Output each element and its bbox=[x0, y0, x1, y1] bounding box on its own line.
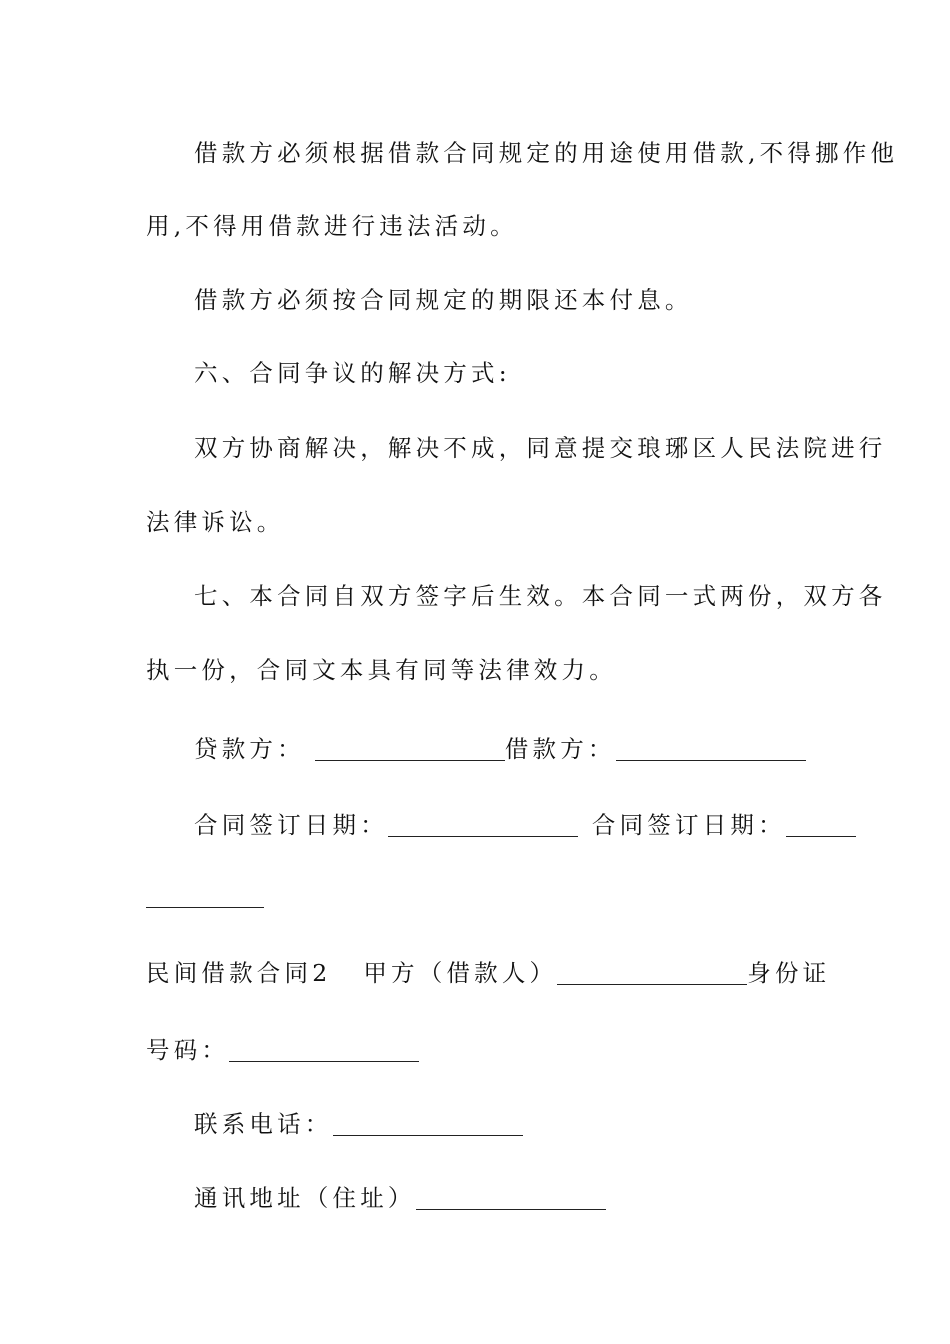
id-number-row bbox=[146, 1034, 419, 1066]
address-field[interactable] bbox=[416, 1187, 606, 1210]
borrower-label: 借款方： bbox=[504, 735, 616, 763]
contract-2-title: 民间借款合同2 bbox=[146, 959, 332, 987]
section-7-line-1: 七、本合同自双方签字后生效。本合同一式两份，双方各 bbox=[194, 582, 887, 610]
borrower-signature-field[interactable] bbox=[616, 738, 806, 761]
section-6-heading: 六、合同争议的解决方式: bbox=[194, 359, 511, 387]
section-7-line-2: 执一份，合同文本具有同等法律效力。 bbox=[146, 656, 617, 684]
id-number-label-part2: 号码： bbox=[146, 1036, 230, 1064]
address-label: 通讯地址（住址） bbox=[194, 1184, 416, 1212]
phone-row bbox=[194, 1108, 523, 1140]
sign-date-field-lender[interactable] bbox=[388, 814, 578, 837]
lender-signature-field[interactable] bbox=[315, 738, 505, 761]
clause-usage-line-2: 用,不得用借款进行违法活动。 bbox=[146, 212, 518, 240]
lender-label: 贷款方： bbox=[194, 735, 305, 763]
sign-date-row bbox=[194, 809, 856, 841]
contract-2-party-a-row bbox=[146, 957, 830, 989]
id-number-label-part1: 身份证 bbox=[747, 959, 831, 987]
phone-field[interactable] bbox=[333, 1113, 523, 1136]
party-a-name-field[interactable] bbox=[557, 962, 747, 985]
sign-date-label-lender: 合同签订日期： bbox=[194, 811, 388, 839]
signature-row bbox=[194, 733, 806, 765]
dispute-resolution-line-2: 法律诉讼。 bbox=[146, 508, 285, 536]
id-number-field[interactable] bbox=[229, 1039, 419, 1062]
dispute-resolution-line-1: 双方协商解决，解决不成，同意提交琅琊区人民法院进行 bbox=[194, 434, 887, 462]
sign-date-field-borrower[interactable] bbox=[786, 814, 856, 837]
sign-date-label-borrower: 合同签订日期： bbox=[591, 811, 786, 839]
party-a-label: 甲方（借款人） bbox=[363, 959, 558, 987]
address-row bbox=[194, 1182, 606, 1214]
sign-date-field-borrower-continued[interactable] bbox=[146, 907, 264, 908]
clause-usage-line-1: 借款方必须根据借款合同规定的用途使用借款,不得挪作他 bbox=[194, 139, 899, 167]
phone-label: 联系电话： bbox=[194, 1110, 333, 1138]
clause-repayment: 借款方必须按合同规定的期限还本付息。 bbox=[194, 286, 693, 314]
